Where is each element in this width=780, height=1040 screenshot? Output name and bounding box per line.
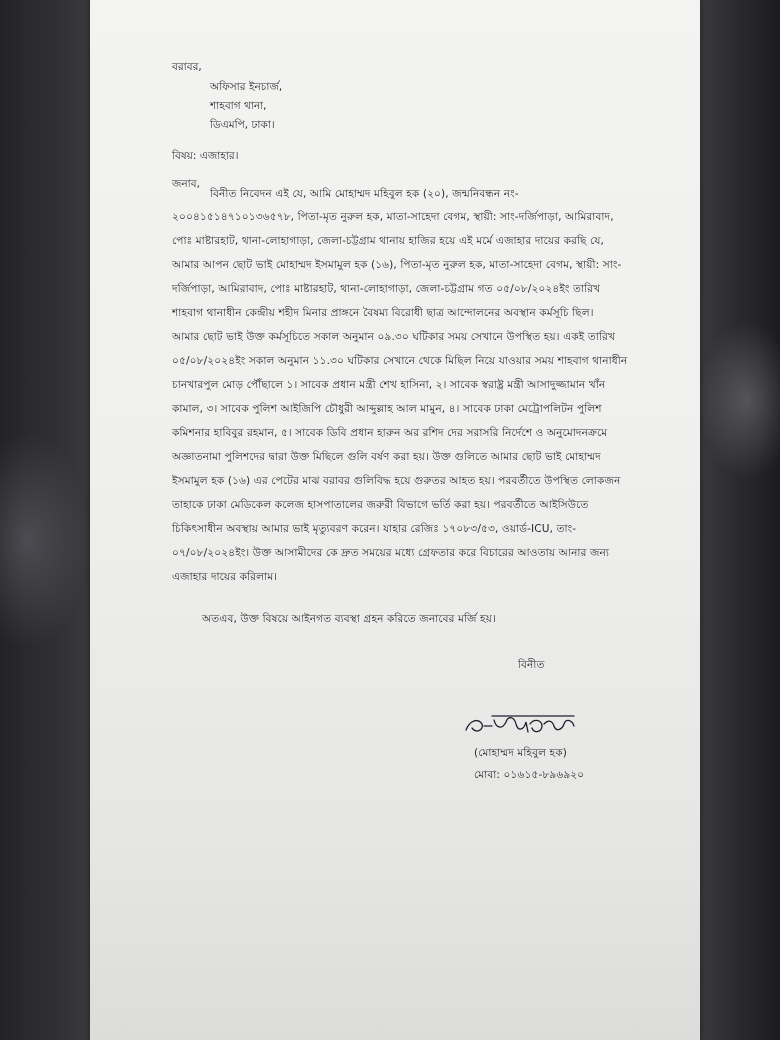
salutation: জনাব, <box>172 178 200 190</box>
surface-glare-right <box>698 320 780 480</box>
body-line-7: আমার ছোট ভাই উক্ত কর্মসূচিতে সকাল অনুমান ০৯.৩০ ঘটিকার সময় সেখানে উপস্থিত হয়। একই তারিখ <box>172 331 615 343</box>
body-line-11: কমিশনার হাবিবুর রহমান, ৫। সাবেক ডিবি প্রধান হারুন অর রশিদ দের সরাসরি নির্দেশে ও অনুমোদনক্রমে <box>172 427 608 439</box>
valediction: বিনীত <box>518 659 545 671</box>
table-surface-right <box>698 0 780 1040</box>
letter-sheet <box>90 0 700 1040</box>
body-line-8: ০৫/০৮/২০২৪ইং সকাল অনুমান ১১.৩০ ঘটিকার সেখানে থেকে মিছিল নিয়ে যাওয়ার সময় শাহবাগ থানাধীন <box>172 355 628 367</box>
sender-name: (মোহাম্মদ মহিবুল হক) <box>474 747 567 759</box>
body-line-5: দর্জিপাড়া, আমিরাবাদ, পোঃ মাষ্টারহাট, থানা-লোহাগাড়া, জেলা-চট্টগ্রাম গত ০৫/০৮/২০২৪ইং তারিখ <box>172 283 601 295</box>
body-line-4: আমার আপন ছোট ভাই মোহাম্মদ ইসমামুল হক (১৬), পিতা-মৃত নুরুল হক, মাতা-সাহেদা বেগম, স্থায়ী: সাং- <box>172 259 622 271</box>
body-line-1: বিনীত নিবেদন এই যে, আমি মোহাম্মদ মহিবুল হক (২০), জন্মনিবন্ধন নং- <box>210 188 519 200</box>
body-line-14: তাহাকে ঢাকা মেডিকেল কলেজ হাসপাতালের জরুরী বিভাগে ভর্তি করা হয়। পরবর্তীতে আইসিউতে <box>172 499 589 511</box>
body-line-12: অজ্ঞাতনামা পুলিশদের দ্বারা উক্ত মিছিলে গুলি বর্ষণ করা হয়। উক্ত গুলিতে আমার ছোট ভাই মোহাম্মদ <box>172 451 601 463</box>
addressee-line-4: ডিএমপি, ঢাকা। <box>210 119 275 131</box>
body-line-17: এজাহার দায়ের করিলাম। <box>172 571 278 583</box>
body-line-15: চিকিৎসাধীন অবস্থায় আমার ভাই মৃত্যুবরণ করেন। যাহার রেজিঃ ১৭০৮৩/৫৩, ওয়ার্ড-ICU, তাং- <box>172 523 577 535</box>
subject-line: বিষয়: এজাহার। <box>172 150 239 162</box>
body-line-6: শাহবাগ থানাধীন কেন্দ্রীয় শহীদ মিনার প্রাঙ্গনে বৈষম্য বিরোধী ছাত্র আন্দোলনের অবস্থান কর্মসূচি ছিল। <box>172 307 594 319</box>
sender-phone: মোবা: ০১৬১৫-৮৯৬৯২০ <box>474 769 585 781</box>
body-line-10: কামাল, ৩। সাবেক পুলিশ আইজিপি চৌধুরী আব্দুল্লাহ আল মামুন, ৪। সাবেক ঢাকা মেট্রোপলিটন পুলিশ <box>172 403 602 415</box>
body-line-16: ০৭/০৮/২০২৪ইং। উক্ত আসামীদের কে দ্রুত সময়ের মধ্যে গ্রেফতার করে বিচারের আওতায় আনার জন্য <box>172 547 610 559</box>
handwritten-signature <box>462 706 582 742</box>
body-line-13: ইসমামুল হক (১৬) এর পেটের মাঝ বরাবর গুলিবিদ্ধ হয়ে গুরুতর আহত হয়। পরবর্তীতে উপস্থিত লোকজন <box>172 475 621 487</box>
body-line-3: পোঃ মাষ্টারহাট, থানা-লোহাগাড়া, জেলা-চট্টগ্রাম থানায় হাজির হয়ে এই মর্মে এজাহার দায়ের করছি যে, <box>172 235 605 247</box>
body-line-9: চানখারপুল মোড় পৌঁছালে ১। সাবেক প্রধান মন্ত্রী শেখ হাসিনা, ২। সাবেক স্বরাষ্ট্র মন্ত্রী আসাদুজ্জামান খাঁন <box>172 379 606 391</box>
signature-image <box>462 706 582 742</box>
addressee-line-2: অফিসার ইনচার্জ, <box>210 81 283 93</box>
closing-request: অতএব, উক্ত বিষয়ে আইনগত ব্যবস্থা গ্রহন করিতে জনাবের মর্জি হয়। <box>202 613 496 625</box>
body-line-2: ২০০৪১৫১৪৭১০১৩৬৫৭৮, পিতা-মৃত নুরুল হক, মাতা-সাহেদা বেগম, স্থায়ী: সাং-দর্জিপাড়া, আমিরাবাদ, <box>172 211 614 223</box>
addressee-line-3: শাহবাগ থানা, <box>210 100 267 112</box>
addressee-line-1: বরাবর, <box>172 61 202 73</box>
surface-glare-left <box>0 430 90 650</box>
